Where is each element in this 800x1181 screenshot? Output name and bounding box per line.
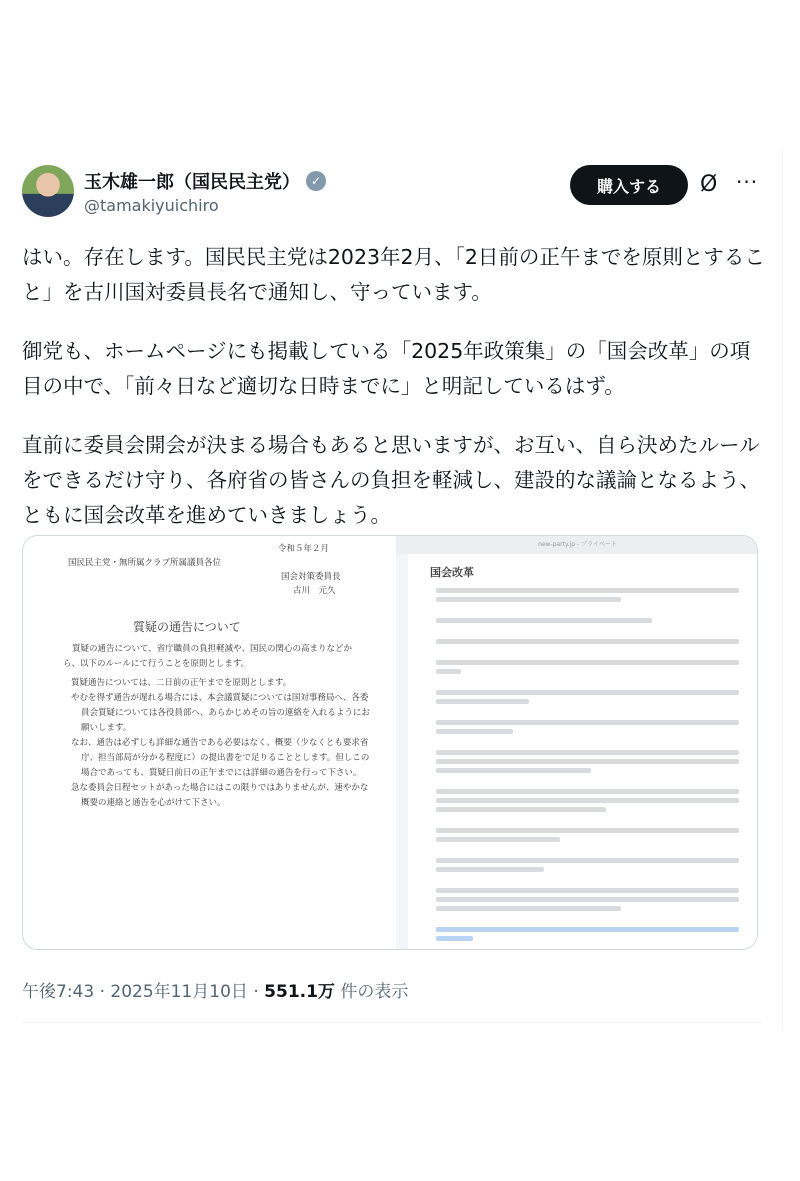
tweet-time[interactable]: 午後7:43 (22, 982, 95, 1002)
tweet-paragraph: はい。存在します。国民民主党は2023年2月、「2日前の正午までを原則とすること」を古川国対委員長名で通知し、守っています。 (22, 245, 765, 304)
memo-sender-title: 国会対策委員長 (281, 572, 341, 582)
grok-icon[interactable]: Ø (700, 172, 718, 197)
verified-badge-icon: ✓ (306, 171, 326, 191)
memo-item: なお、通告は必ずしも詳細な通告である必要はなく、概要（少なくとも要求省庁、担当部局が分かる程度に）の提出書をで足りることとします。但しこの場合であっても、質疑日前日の正午までには詳細の通告を行って下さい。 (71, 738, 370, 778)
separator: · (253, 982, 259, 1002)
tweet-paragraph: 御党も、ホームページにも掲載している「2025年政策集」の「国会改革」の項目の中で、「前々日など適切な日時までに」と明記しているはず。 (22, 339, 751, 398)
policy-list (430, 588, 739, 950)
memo-date: 令和５年２月 (278, 544, 330, 554)
memo-title: 質疑の通告について (133, 620, 241, 634)
section-heading: 国会改革 (430, 566, 474, 579)
view-count: 551.1万 (264, 982, 335, 1002)
author-handle[interactable]: @tamakiyuichiro (84, 196, 219, 215)
author-name[interactable] (84, 168, 326, 194)
memo-document (23, 536, 396, 949)
avatar[interactable] (22, 165, 74, 217)
divider (22, 1022, 762, 1023)
tweet-metadata (22, 977, 408, 1002)
view-label: 件の表示 (340, 982, 409, 1002)
author-name-text: 玉木雄一郎（国民民主党） (84, 172, 300, 193)
tweet-text (22, 240, 767, 557)
separator: · (99, 982, 105, 1002)
memo-item: やむを得ず通告が遅れる場合には、本会議質疑については国対事務局へ、各委員会質疑については各役員部へ、あらかじめその旨の連絡を入れるようにお願いします。 (71, 693, 370, 733)
browser-url: new-party.jp - プライベート (396, 536, 758, 554)
memo-intro: 質疑の通告について、省庁職員の負担軽減や、国民の関心の高まりなどから、以下のルールにて行うことを原則とします。 (63, 644, 352, 669)
tweet-date[interactable]: 2025年11月10日 (110, 982, 248, 1002)
memo-item: 急な委員会日程セットがあった場合にはこの限りではありませんが、速やかな概要の連絡と通告を心がけて下さい。 (71, 783, 369, 808)
memo-item: 質疑通告については、二日前の正午までを原則とします。 (71, 678, 292, 688)
buy-button[interactable]: 購入する (570, 165, 688, 205)
highlighted-line (436, 927, 739, 932)
memo-sender-name: 古川 元久 (293, 586, 336, 596)
more-options-icon[interactable]: ··· (736, 170, 759, 194)
webpage-screenshot (396, 536, 758, 949)
tweet-image[interactable] (22, 535, 758, 950)
tweet-paragraph: 直前に委員会開会が決まる場合もあると思いますが、お互い、自ら決めたルールをできるだけ守り、各府省の皆さんの負担を軽減し、建設的な議論となるよう、ともに国会改革を進めていきましょう。 (22, 433, 760, 527)
memo-recipient: 国民民主党・無所属クラブ所属議員各位 (68, 558, 222, 568)
